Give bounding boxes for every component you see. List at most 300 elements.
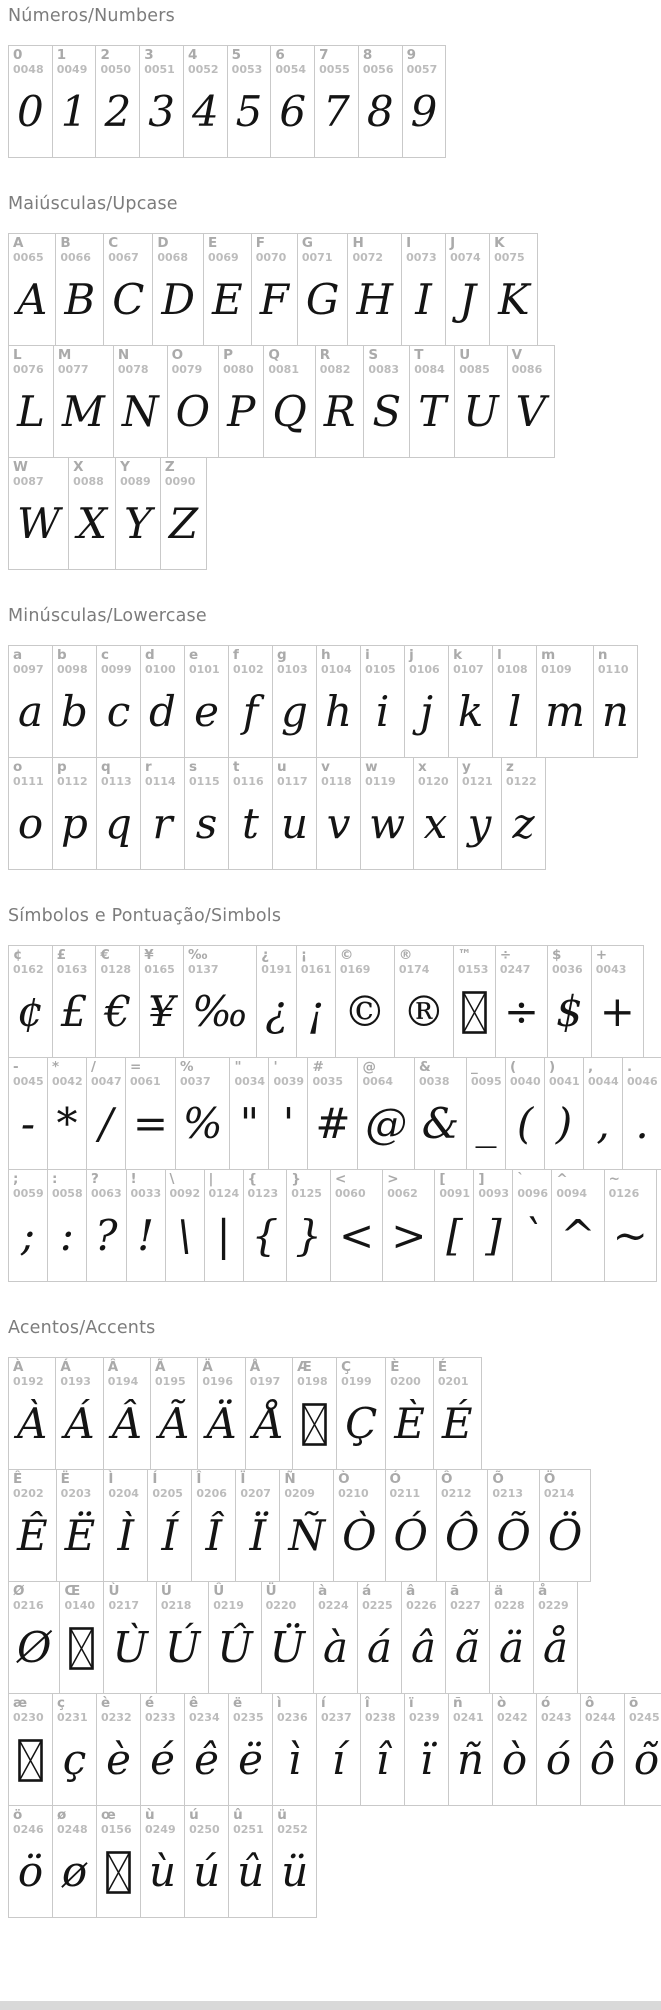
char-cell bbox=[8, 945, 53, 1058]
cell-unicode-label: 0218 bbox=[160, 1598, 192, 1612]
cell-label bbox=[502, 758, 545, 788]
glyph: ~ bbox=[612, 1211, 648, 1261]
char-cell bbox=[139, 945, 184, 1058]
cell-unicode-label: 0071 bbox=[301, 250, 333, 264]
glyph: ; bbox=[20, 1211, 36, 1261]
cell-char-label: W bbox=[13, 459, 28, 475]
cell-label bbox=[605, 1170, 656, 1200]
cell-char-label: û bbox=[233, 1807, 243, 1823]
cell-unicode-label: 0237 bbox=[321, 1710, 352, 1724]
glyph: Q bbox=[272, 387, 307, 437]
cell-label bbox=[60, 1582, 103, 1612]
cell-label bbox=[331, 1170, 382, 1200]
cell-unicode-label: 0192 bbox=[13, 1374, 44, 1388]
glyph: k bbox=[457, 687, 484, 737]
cell-label bbox=[336, 946, 394, 976]
glyph: Y bbox=[124, 499, 152, 549]
cell-unicode-label: 0217 bbox=[108, 1598, 140, 1612]
char-cell bbox=[126, 1169, 166, 1282]
cell-unicode-label: 0035 bbox=[312, 1074, 344, 1088]
cell-unicode-label: 0121 bbox=[462, 774, 493, 788]
char-cell bbox=[8, 645, 53, 758]
char-cell bbox=[184, 645, 229, 758]
cell-unicode-label: 0040 bbox=[510, 1074, 541, 1088]
cell-char-label: v bbox=[321, 759, 330, 775]
cell-unicode-label: 0249 bbox=[145, 1822, 176, 1836]
char-cell bbox=[495, 945, 548, 1058]
cell-unicode-label: 0117 bbox=[277, 774, 308, 788]
glyph: ? bbox=[95, 1211, 118, 1261]
glyph: ä bbox=[499, 1623, 525, 1673]
char-row bbox=[8, 45, 661, 158]
char-cell bbox=[536, 645, 594, 758]
cell-char-label: z bbox=[506, 759, 514, 775]
cell-label bbox=[334, 1470, 384, 1500]
char-cell bbox=[333, 1469, 385, 1582]
char-cell bbox=[208, 1581, 261, 1694]
glyph: f bbox=[242, 687, 259, 737]
cell-unicode-label: 0067 bbox=[108, 250, 139, 264]
cell-unicode-label: 0082 bbox=[319, 362, 351, 376]
section-title-symbols: Símbolos e Pontuação/Simbols bbox=[8, 906, 282, 926]
char-row bbox=[8, 1057, 661, 1170]
cell-char-label: > bbox=[387, 1171, 399, 1187]
char-cell bbox=[363, 345, 410, 458]
cell-label bbox=[229, 758, 272, 788]
glyph: Ù bbox=[112, 1623, 148, 1673]
cell-unicode-label: 0045 bbox=[13, 1074, 44, 1088]
cell-label bbox=[97, 1806, 140, 1836]
cell-label bbox=[506, 1058, 544, 1088]
char-cell bbox=[336, 1357, 386, 1470]
char-cell bbox=[272, 757, 317, 870]
cell-unicode-label: 0241 bbox=[453, 1710, 484, 1724]
cell-char-label: Ã bbox=[155, 1359, 166, 1375]
cell-label bbox=[69, 458, 115, 488]
cell-label bbox=[185, 646, 228, 676]
cell-label bbox=[435, 1170, 473, 1200]
glyph: È bbox=[394, 1399, 425, 1449]
cell-unicode-label: 0093 bbox=[478, 1186, 510, 1200]
cell-char-label: £ bbox=[56, 947, 67, 963]
cell-char-label: ™ bbox=[457, 947, 472, 963]
cell-char-label: 6 bbox=[275, 47, 285, 63]
cell-label bbox=[9, 1470, 56, 1500]
glyph: A bbox=[17, 275, 48, 325]
section-upcase bbox=[0, 194, 661, 570]
cell-char-label: Ö bbox=[543, 1471, 556, 1487]
cell-unicode-label: 0080 bbox=[223, 362, 254, 376]
cell-char-label: m bbox=[541, 647, 556, 663]
cell-unicode-label: 0049 bbox=[56, 62, 88, 76]
cell-unicode-label: 0213 bbox=[492, 1486, 524, 1500]
cell-unicode-label: 0095 bbox=[471, 1074, 502, 1088]
char-cell bbox=[401, 233, 446, 346]
cell-unicode-label: 0052 bbox=[187, 62, 219, 76]
glyph: | bbox=[216, 1211, 231, 1261]
char-cell bbox=[140, 1693, 185, 1806]
cell-unicode-label: 0206 bbox=[196, 1486, 227, 1500]
cell-unicode-label: 0219 bbox=[213, 1598, 244, 1612]
cell-char-label: y bbox=[462, 759, 471, 775]
glyph: " bbox=[239, 1099, 260, 1149]
cell-char-label: ô bbox=[585, 1695, 595, 1711]
cell-label bbox=[9, 1582, 59, 1612]
char-cell bbox=[8, 1469, 57, 1582]
char-cell bbox=[360, 645, 405, 758]
cell-char-label: 5 bbox=[231, 47, 242, 63]
glyph: û bbox=[237, 1847, 265, 1897]
char-cell bbox=[256, 945, 297, 1058]
glyph: & bbox=[421, 1099, 460, 1149]
cell-char-label: œ bbox=[101, 1807, 116, 1823]
cell-label bbox=[395, 946, 453, 976]
glyph: W bbox=[17, 499, 61, 549]
cell-unicode-label: 0086 bbox=[511, 362, 543, 376]
cell-unicode-label: 0200 bbox=[390, 1374, 421, 1388]
cell-unicode-label: 0063 bbox=[91, 1186, 122, 1200]
glyph: ó bbox=[545, 1735, 572, 1785]
cell-unicode-label: 0227 bbox=[450, 1598, 481, 1612]
glyph: å bbox=[543, 1623, 569, 1673]
glyph: © bbox=[343, 987, 386, 1037]
cell-unicode-label: 0248 bbox=[57, 1822, 88, 1836]
cell-char-label: í bbox=[321, 1695, 326, 1711]
glyph: D bbox=[161, 275, 196, 325]
char-cell bbox=[307, 1057, 358, 1170]
cell-unicode-label: 0041 bbox=[549, 1074, 580, 1088]
cell-unicode-label: 0090 bbox=[164, 474, 196, 488]
char-cell bbox=[152, 233, 204, 346]
glyph-grid-accents bbox=[8, 1357, 661, 1918]
cell-char-label: | bbox=[208, 1171, 214, 1187]
cell-unicode-label: 0081 bbox=[268, 362, 299, 376]
glyph: I bbox=[415, 275, 432, 325]
char-cell bbox=[47, 1057, 87, 1170]
cell-char-label: s bbox=[189, 759, 198, 775]
cell-label bbox=[9, 1694, 52, 1724]
cell-label bbox=[513, 1170, 551, 1200]
cell-char-label: Ç bbox=[341, 1359, 351, 1375]
cell-unicode-label: 0097 bbox=[13, 662, 44, 676]
cell-unicode-label: 0064 bbox=[362, 1074, 394, 1088]
cell-char-label: G bbox=[301, 235, 313, 251]
glyph: ã bbox=[455, 1623, 481, 1673]
cell-label bbox=[545, 1058, 583, 1088]
cell-char-label: = bbox=[130, 1059, 142, 1075]
char-cell bbox=[8, 1693, 53, 1806]
cell-char-label: ~ bbox=[608, 1171, 620, 1187]
cell-unicode-label: 0225 bbox=[362, 1598, 393, 1612]
char-cell bbox=[296, 945, 336, 1058]
cell-unicode-label: 0037 bbox=[179, 1074, 211, 1088]
glyph: Ê bbox=[17, 1511, 48, 1561]
cell-label bbox=[192, 1470, 235, 1500]
cell-unicode-label: 0196 bbox=[202, 1374, 233, 1388]
cell-unicode-label: 0156 bbox=[101, 1822, 132, 1836]
glyph: U bbox=[463, 387, 499, 437]
glyph-grid-lowercase bbox=[8, 645, 661, 870]
char-cell bbox=[492, 1693, 537, 1806]
glyph: 8 bbox=[366, 87, 394, 137]
char-cell bbox=[297, 233, 349, 346]
cell-unicode-label: 0084 bbox=[414, 362, 445, 376]
cell-label bbox=[437, 1470, 487, 1500]
cell-char-label: ö bbox=[13, 1807, 23, 1823]
cell-label bbox=[386, 1358, 433, 1388]
glyph: Ú bbox=[164, 1623, 201, 1673]
cell-label bbox=[244, 1170, 287, 1200]
cell-char-label: ë bbox=[233, 1695, 243, 1711]
cell-label bbox=[488, 1470, 538, 1500]
char-cell bbox=[86, 1169, 127, 1282]
char-cell bbox=[583, 1057, 623, 1170]
cell-unicode-label: 0214 bbox=[543, 1486, 575, 1500]
cell-label bbox=[184, 46, 227, 76]
cell-char-label: ü bbox=[277, 1807, 287, 1823]
cell-char-label: ^ bbox=[556, 1171, 568, 1187]
cell-label bbox=[273, 1694, 316, 1724]
char-cell bbox=[96, 645, 141, 758]
cell-label bbox=[56, 1358, 102, 1388]
char-cell bbox=[139, 45, 184, 158]
cell-char-label: â bbox=[406, 1583, 416, 1599]
cell-char-label: ê bbox=[189, 1695, 199, 1711]
cell-unicode-label: 0047 bbox=[91, 1074, 122, 1088]
char-cell bbox=[436, 1469, 488, 1582]
cell-char-label: ¡ bbox=[300, 947, 307, 963]
cell-label bbox=[316, 346, 364, 376]
cell-label bbox=[53, 758, 96, 788]
cell-char-label: Ì bbox=[108, 1471, 114, 1487]
cell-label bbox=[198, 1358, 244, 1388]
cell-char-label: g bbox=[277, 647, 287, 663]
glyph-grid-numbers bbox=[8, 45, 661, 158]
cell-unicode-label: 0194 bbox=[107, 1374, 139, 1388]
cell-label bbox=[584, 1058, 622, 1088]
cell-unicode-label: 0205 bbox=[152, 1486, 183, 1500]
cell-char-label: 2 bbox=[100, 47, 110, 63]
cell-label bbox=[53, 946, 96, 976]
cell-char-label: \ bbox=[169, 1171, 175, 1187]
cell-label bbox=[96, 946, 139, 976]
char-cell bbox=[433, 1357, 482, 1470]
glyph: ú bbox=[193, 1847, 221, 1897]
cell-char-label: Y bbox=[120, 459, 130, 475]
char-cell bbox=[183, 945, 257, 1058]
cell-char-label: ? bbox=[91, 1171, 99, 1187]
cell-char-label: C bbox=[108, 235, 119, 251]
cell-unicode-label: 0252 bbox=[277, 1822, 308, 1836]
char-cell bbox=[448, 1693, 493, 1806]
cell-label bbox=[48, 1170, 86, 1200]
glyph: ¢ bbox=[17, 987, 44, 1037]
cell-label bbox=[493, 646, 536, 676]
cell-label bbox=[104, 1358, 150, 1388]
cell-char-label: æ bbox=[13, 1695, 28, 1711]
cell-unicode-label: 0039 bbox=[273, 1074, 305, 1088]
glyph: Î bbox=[205, 1511, 223, 1561]
section-symbols bbox=[0, 906, 661, 1282]
glyph: O bbox=[175, 387, 211, 437]
cell-label bbox=[386, 1470, 436, 1500]
glyph: ì bbox=[287, 1735, 302, 1785]
cell-unicode-label: 0228 bbox=[494, 1598, 525, 1612]
cell-unicode-label: 0162 bbox=[13, 962, 44, 976]
cell-label bbox=[252, 234, 297, 264]
cell-unicode-label: 0102 bbox=[233, 662, 264, 676]
glyph: Ö bbox=[547, 1511, 583, 1561]
cell-char-label: J bbox=[450, 235, 456, 251]
cell-char-label: å bbox=[538, 1583, 548, 1599]
cell-char-label: Ô bbox=[440, 1471, 453, 1487]
cell-unicode-label: 0033 bbox=[130, 1186, 162, 1200]
cell-char-label: 8 bbox=[362, 47, 373, 63]
cell-label bbox=[337, 1358, 385, 1388]
char-cell bbox=[150, 1357, 198, 1470]
glyph: p bbox=[61, 799, 88, 849]
char-cell bbox=[59, 1581, 104, 1694]
cell-char-label: A bbox=[13, 235, 24, 251]
cell-label bbox=[9, 234, 55, 264]
char-cell bbox=[147, 1469, 192, 1582]
char-cell bbox=[167, 345, 219, 458]
glyph: ï bbox=[419, 1735, 434, 1785]
glyph: B bbox=[64, 275, 96, 325]
char-cell bbox=[316, 645, 361, 758]
char-cell bbox=[8, 1805, 53, 1918]
cell-label bbox=[126, 1058, 175, 1088]
cell-label bbox=[308, 1058, 357, 1088]
cell-label bbox=[140, 46, 183, 76]
char-cell bbox=[489, 233, 538, 346]
cell-char-label: R bbox=[319, 347, 331, 363]
char-row bbox=[8, 1581, 661, 1694]
cell-unicode-label: 0051 bbox=[144, 62, 175, 76]
char-cell bbox=[473, 1169, 513, 1282]
cell-unicode-label: 0210 bbox=[338, 1486, 369, 1500]
glyph: ü bbox=[281, 1847, 309, 1897]
glyph: < bbox=[339, 1211, 375, 1261]
cell-char-label: r bbox=[145, 759, 152, 775]
char-cell bbox=[96, 1805, 141, 1918]
cell-char-label: " bbox=[234, 1059, 242, 1075]
cell-char-label: ' bbox=[273, 1059, 278, 1075]
glyph: 5 bbox=[235, 87, 263, 137]
cell-label bbox=[361, 646, 404, 676]
cell-label bbox=[185, 1694, 228, 1724]
cell-char-label: Î bbox=[196, 1471, 202, 1487]
cell-unicode-label: 0243 bbox=[541, 1710, 572, 1724]
char-cell bbox=[489, 1581, 534, 1694]
cell-label bbox=[257, 946, 296, 976]
cell-char-label: Ù bbox=[108, 1583, 120, 1599]
cell-unicode-label: 0201 bbox=[437, 1374, 469, 1388]
cell-unicode-label: 0048 bbox=[13, 62, 44, 76]
cell-unicode-label: 0119 bbox=[365, 774, 396, 788]
glyph: ' bbox=[282, 1099, 295, 1149]
glyph: £ bbox=[60, 987, 88, 1037]
cell-char-label: ç bbox=[57, 1695, 66, 1711]
char-cell bbox=[228, 645, 273, 758]
glyph: l bbox=[507, 687, 522, 737]
char-cell bbox=[507, 345, 555, 458]
glyph: v bbox=[326, 799, 351, 849]
cell-char-label: O bbox=[171, 347, 184, 363]
cell-char-label: t bbox=[233, 759, 240, 775]
cell-char-label: 7 bbox=[319, 47, 329, 63]
glyph: a bbox=[17, 687, 44, 737]
cell-char-label: ñ bbox=[453, 1695, 463, 1711]
cell-char-label: _ bbox=[471, 1059, 478, 1075]
cell-label bbox=[97, 1694, 140, 1724]
char-cell bbox=[8, 45, 53, 158]
cell-unicode-label: 0128 bbox=[100, 962, 132, 976]
cell-label bbox=[298, 234, 348, 264]
char-cell bbox=[385, 1469, 437, 1582]
char-cell bbox=[53, 345, 114, 458]
cell-label bbox=[455, 346, 506, 376]
cell-char-label: À bbox=[13, 1359, 24, 1375]
cell-unicode-label: 0070 bbox=[255, 250, 287, 264]
char-cell bbox=[235, 1469, 280, 1582]
cell-char-label: Ü bbox=[265, 1583, 277, 1599]
glyph: É bbox=[441, 1399, 473, 1449]
cell-char-label: Ë bbox=[60, 1471, 70, 1487]
cell-label bbox=[9, 346, 53, 376]
char-cell bbox=[466, 1057, 506, 1170]
cell-label bbox=[140, 946, 183, 976]
cell-label bbox=[53, 46, 96, 76]
cell-unicode-label: 0078 bbox=[117, 362, 149, 376]
glyph: Ò bbox=[342, 1511, 377, 1561]
char-cell bbox=[315, 345, 365, 458]
cell-unicode-label: 0059 bbox=[13, 1186, 44, 1200]
glyph: } bbox=[295, 1211, 322, 1261]
cell-label bbox=[317, 1694, 360, 1724]
char-cell bbox=[580, 1693, 625, 1806]
cell-label bbox=[414, 758, 457, 788]
char-cell bbox=[103, 233, 153, 346]
glyph: M bbox=[61, 387, 105, 437]
cell-unicode-label: 0140 bbox=[64, 1598, 96, 1612]
glyph: + bbox=[599, 987, 635, 1037]
cell-unicode-label: 0238 bbox=[365, 1710, 396, 1724]
char-cell bbox=[228, 757, 273, 870]
cell-char-label: h bbox=[321, 647, 331, 663]
cell-label bbox=[262, 1582, 313, 1612]
char-cell bbox=[95, 945, 140, 1058]
cell-char-label: K bbox=[494, 235, 505, 251]
glyph: [ bbox=[446, 1211, 463, 1261]
char-row bbox=[8, 1693, 661, 1806]
cell-char-label: w bbox=[365, 759, 378, 775]
glyph: 4 bbox=[191, 87, 219, 137]
cell-char-label: < bbox=[335, 1171, 347, 1187]
char-cell bbox=[191, 1469, 236, 1582]
cell-unicode-label: 0207 bbox=[240, 1486, 271, 1500]
glyph: Ã bbox=[159, 1399, 190, 1449]
glyph: s bbox=[195, 799, 218, 849]
cell-unicode-label: 0116 bbox=[233, 774, 264, 788]
cell-unicode-label: 0229 bbox=[538, 1598, 569, 1612]
char-cell bbox=[8, 1057, 48, 1170]
cell-unicode-label: 0236 bbox=[277, 1710, 308, 1724]
char-cell bbox=[512, 1169, 552, 1282]
glyph: 0 bbox=[17, 87, 44, 137]
glyph: ö bbox=[17, 1847, 44, 1897]
glyph: ( bbox=[516, 1099, 534, 1149]
